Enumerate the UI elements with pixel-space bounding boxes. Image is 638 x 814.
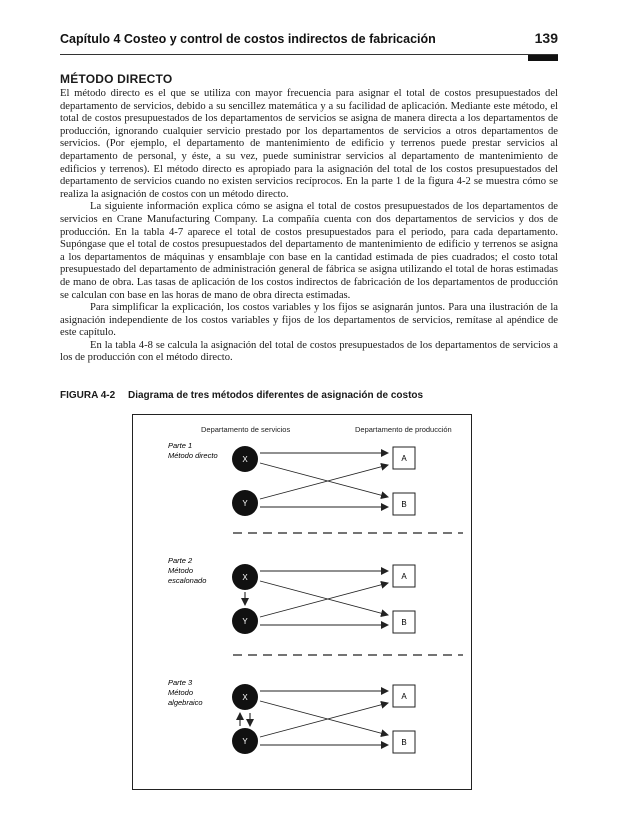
chapter-title: Costeo y control de costos indirectos de fabricación [123, 32, 436, 46]
paragraph-1: El método directo es el que se utiliza con mayor frecuencia para asignar el total de costos presupuestados del departamento de servicios, debido a su sencillez matemática y a su facilidad de aplicación. Mediante este método, el total de costos presupuestados de los departamentos de servicios se asigna de manera directa a los departamentos de producción, ignorando cualquier servicio prestado por los departamentos de servicios a otros departamentos de servicios. (Por ejemplo, el departamento de mantenimiento de edificio y terrenos puede prestar servicios al departamento de personal, y éste, a su vez, puede suministrar servicios al departamento de mantenimiento de edificios y terrenos). El método directo es apropiado para la asignación del total de los costos presupuestados del departamento de servicios cuando no existen servicios recíprocos. En la parte 1 de la figura 4-2 se muestra cómo se realiza la asignación de costos con un método directo. [60, 88, 558, 200]
box-a-3-label: A [401, 692, 407, 701]
part-3-method: Método [168, 688, 194, 697]
box-b-1-label: B [401, 500, 407, 509]
running-header [60, 32, 436, 46]
col-service-label: Departamento de servicios [201, 425, 291, 434]
figure-title: Diagrama de tres métodos diferentes de asignación de costos [127, 390, 424, 401]
allocation-diagram [133, 415, 471, 789]
box-b-2-label: B [401, 618, 407, 627]
thumb-tab [528, 55, 558, 61]
box-b-3-label: B [401, 738, 407, 747]
box-a-1-label: A [401, 454, 407, 463]
part-2-method-name: escalonado [168, 576, 207, 585]
node-y-3-label: Y [242, 737, 248, 746]
part-2-title: Parte 2 [168, 556, 193, 565]
part-3 [168, 678, 415, 754]
part-2 [168, 556, 415, 634]
node-y-1-label: Y [242, 499, 248, 508]
part-3-title: Parte 3 [168, 678, 193, 687]
node-x-3-label: X [242, 693, 248, 702]
chapter-label: Capítulo 4 [60, 32, 121, 46]
section-title: MÉTODO DIRECTO [60, 72, 173, 86]
figure-caption [60, 390, 423, 401]
box-a-2-label: A [401, 572, 407, 581]
header-rule [60, 54, 558, 55]
part-1-title: Parte 1 [168, 441, 193, 450]
node-x-1-label: X [242, 455, 248, 464]
paragraph-2: La siguiente información explica cómo se asigna el total de costos presupuestados de los departamentos de servicios en Crane Manufacturing Company. La compañía cuenta con dos departamentos de servicios y dos de producción. En la tabla 4-7 aparece el total de costos presupuestados para el periodo, para cada departamento. Supóngase que el total de costos presupuestados del departamento de mantenimiento de edificio y terrenos se asigna a los departamentos de máquinas y ensamblaje con base en la cantidad estimada de pies cuadrados; el costo total presupuestado del departamento de administración general de fábrica se asigna utilizando el total de horas estimadas de mano de obra. Las tasas de aplicación de los costos indirectos de fabricación de los departamentos de producción se calculan con base en las horas de mano de obra directa estimadas. [60, 201, 558, 301]
paragraph-3: Para simplificar la explicación, los costos variables y los fijos se asignarán juntos. Para una ilustración de la asignación independiente de los costos variables y fijos de los departamentos de servicios, remítase al apéndice de este capítulo. [60, 302, 558, 339]
node-x-2-label: X [242, 573, 248, 582]
body-text [60, 88, 558, 365]
figure-number: FIGURA 4-2 [60, 390, 116, 401]
col-production-label: Departamento de producción [355, 425, 452, 434]
part-3-method-name: algebraico [168, 698, 203, 707]
figure-frame [132, 414, 472, 790]
page-number: 139 [534, 30, 558, 46]
node-y-2-label: Y [242, 617, 248, 626]
paragraph-4: En la tabla 4-8 se calcula la asignación del total de costos presupuestados de los departamentos de servicios a los de producción con el método directo. [60, 339, 558, 364]
part-1 [168, 441, 415, 516]
part-1-method: Método directo [168, 451, 218, 460]
part-2-method: Método [168, 566, 194, 575]
